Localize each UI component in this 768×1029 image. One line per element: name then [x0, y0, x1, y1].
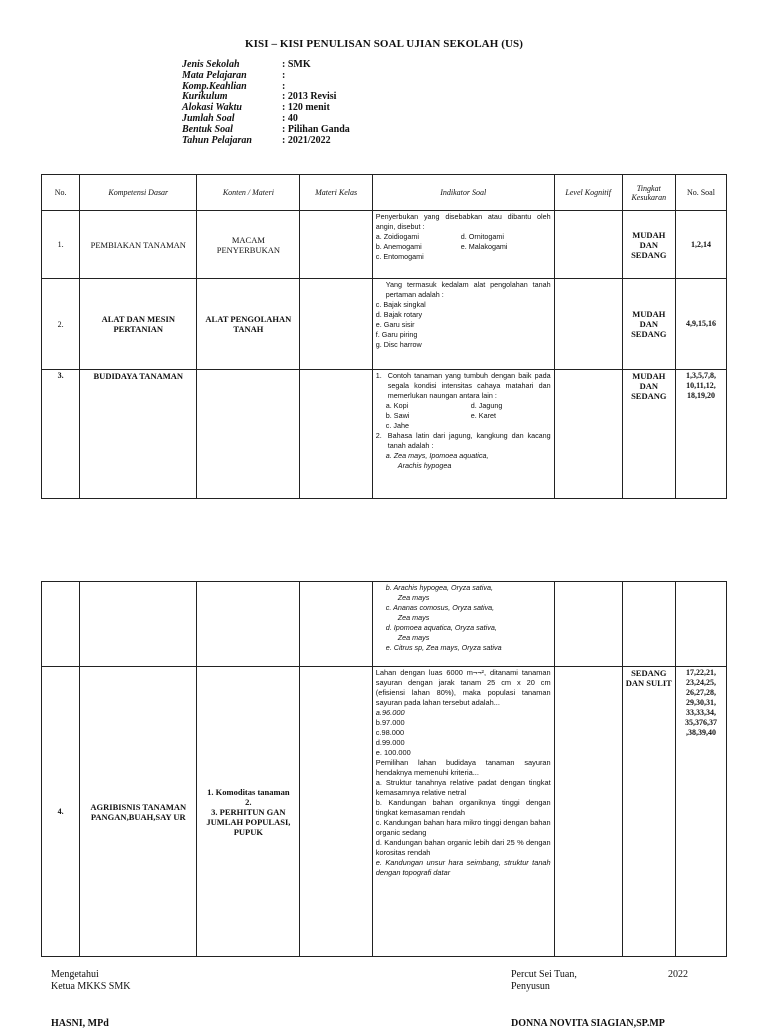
question-text: Bahasa latin dari jagung, kangkung dan kacang tanah adalah : [387, 431, 551, 450]
row-materi-kelas [300, 279, 372, 370]
option: e. Citrus sp, Zea mays, Oryza sativa [385, 643, 502, 652]
info-value: : SMK [282, 59, 311, 70]
question-text: Pemilihan lahan budidaya tanaman sayuran hendaknya memenuhi kriteria... [375, 758, 551, 777]
question-line [376, 371, 551, 401]
signature-name-right: DONNA NOVITA SIAGIAN,SP.MP [511, 1018, 665, 1029]
question-number: 2. [375, 431, 382, 440]
header-indikator-soal: Indikator Soal [372, 175, 554, 211]
kisi-table-part-2 [41, 581, 727, 957]
option-line [376, 232, 551, 242]
option-continued: Zea mays [397, 633, 430, 642]
option: c. Ananas comosus, Oryza sativa, [385, 603, 495, 612]
option: e. Kandungan unsur hara seimbang, struktur tanah dengan topografi datar [375, 858, 551, 877]
row-kompetensi: ALAT DAN MESIN PERTANIAN [80, 279, 197, 370]
row-kompetensi: PEMBIAKAN TANAMAN [80, 211, 197, 279]
question-line [376, 431, 551, 451]
row-konten [197, 667, 300, 957]
row-konten [197, 370, 300, 499]
option-continued: Zea mays [397, 613, 430, 622]
option: f. Garu piring [375, 330, 418, 339]
option-continued: Arachis hypogea [397, 461, 452, 470]
option: a. Zea mays, Ipomoea aquatica, [385, 451, 489, 460]
info-label: Alokasi Waktu [182, 102, 242, 114]
table-header-row [42, 175, 727, 211]
option: c. Bajak singkal [375, 300, 426, 309]
option: a. Zoidiogami [375, 232, 419, 241]
footer-left [51, 969, 130, 993]
option: c. Entomogami [375, 252, 424, 261]
info-label: Tahun Pelajaran [182, 134, 252, 146]
info-row [182, 125, 350, 136]
row-no-soal: 17,22,21, 23,24,25, 26,27,28, 29,30,31, 33,33,34, 35,376,37 ,38,39,40 [675, 667, 726, 957]
table-row [42, 370, 727, 499]
option: a. Kopi [385, 401, 409, 410]
row-no [42, 582, 80, 667]
option: b. Kandungan bahan organiknya tinggi dengan tingkat kemasaman rendah [375, 798, 551, 817]
option: b. Anemogami [375, 242, 422, 251]
question-text: Contoh tanaman yang tumbuh dengan baik pada segala kondisi intensitas cahaya matahari dan memerlukan naungan antara lain : [387, 371, 551, 400]
option: e. Garu sisir [375, 320, 415, 329]
row-konten: ALAT PENGOLAHAN TANAH [197, 279, 300, 370]
footer-right [511, 969, 577, 993]
option: e. Malakogami [460, 242, 508, 251]
option: a.96.000 [375, 708, 405, 717]
row-indikator [372, 370, 554, 499]
row-materi-kelas [300, 582, 372, 667]
info-label: Jumlah Soal [182, 112, 235, 124]
question-text: Penyerbukan yang disebabkan atau dibantu oleh angin, disebut : [375, 212, 551, 231]
option: e. 100.000 [375, 748, 411, 757]
info-value: : 40 [282, 112, 298, 124]
konten-item: 2. [245, 796, 252, 807]
info-row [182, 136, 350, 147]
row-kompetensi: AGRIBISNIS TANAMAN PANGAN,BUAH,SAY UR [80, 667, 197, 957]
option-continued: Zea mays [397, 593, 430, 602]
header-no: No. [42, 175, 80, 211]
table-row [42, 211, 727, 279]
row-no: 3. [42, 370, 80, 499]
option: d. Bajak rotary [375, 310, 423, 319]
row-indikator [372, 582, 554, 667]
option-line [376, 401, 551, 411]
row-konten: MACAM PENYERBUKAN [197, 211, 300, 279]
option: b. Sawi [385, 411, 410, 420]
option: c. Jahe [385, 421, 409, 430]
row-tingkat [622, 582, 675, 667]
info-label: Bentuk Soal [182, 123, 233, 135]
info-value: : [282, 69, 286, 81]
row-tingkat: MUDAH DAN SEDANG [622, 279, 675, 370]
row-no-soal: 1,3,5,7,8, 10,11,12, 18,19,20 [675, 370, 726, 499]
question-number: 1. [375, 371, 382, 380]
row-materi-kelas [300, 667, 372, 957]
info-label: Jenis Sekolah [182, 59, 240, 70]
row-level [554, 370, 622, 499]
option: b. Arachis hypogea, Oryza sativa, [385, 583, 493, 592]
info-value: : [282, 80, 286, 92]
row-kompetensi [80, 582, 197, 667]
row-no-soal: 1,2,14 [675, 211, 726, 279]
row-kompetensi: BUDIDAYA TANAMAN [80, 370, 197, 499]
row-tingkat: MUDAH DAN SEDANG [622, 211, 675, 279]
kisi-table-part-1 [41, 174, 727, 499]
info-value: : 120 menit [282, 102, 330, 114]
info-value: : Pilihan Ganda [282, 123, 350, 135]
row-indikator [372, 667, 554, 957]
konten-item: 1. Komoditas tanaman [207, 786, 290, 797]
option-line [376, 411, 551, 421]
header-info [182, 60, 350, 146]
option: e. Karet [470, 411, 496, 420]
option: b.97.000 [375, 718, 405, 727]
footer-ketua: Ketua MKKS SMK [51, 981, 131, 992]
option: d.99.000 [375, 738, 405, 747]
header-materi-kelas: Materi Kelas [300, 175, 372, 211]
footer-mengetahui: Mengetahui [51, 969, 99, 980]
option: c. Kandungan bahan hara mikro tinggi dengan bahan organic sedang [375, 818, 551, 837]
row-tingkat: MUDAH DAN SEDANG [622, 370, 675, 499]
row-no-soal [675, 582, 726, 667]
row-no: 1. [42, 211, 80, 279]
konten-item: 3. PERHITUN GAN JUMLAH POPULASI, PUPUK [206, 806, 291, 837]
info-value: : 2013 Revisi [282, 91, 337, 103]
document-title: KISI – KISI PENULISAN SOAL UJIAN SEKOLAH (US) [244, 38, 524, 50]
row-indikator [372, 279, 554, 370]
row-no-soal: 4,9,15,16 [675, 279, 726, 370]
info-value: : 2021/2022 [282, 134, 331, 146]
table-row [42, 582, 727, 667]
row-konten [197, 582, 300, 667]
row-tingkat: SEDANG DAN SULIT [622, 667, 675, 957]
option-line [376, 242, 551, 252]
table-row [42, 667, 727, 957]
footer-place: Percut Sei Tuan, [511, 969, 577, 980]
option: d. Jagung [470, 401, 503, 410]
option: d. Ornitogami [460, 232, 504, 241]
question-text: Lahan dengan luas 6000 m¬¬², ditanami tanaman sayuran dengan jarak tanam 25 cm x 20 cm (efisiensi lahan 80%), maka populasi tanaman sayuran pada lahan tersebut adalah... [375, 668, 551, 707]
question-text: Yang termasuk kedalam alat pengolahan tanah pertaman adalah : [385, 280, 551, 299]
row-level [554, 279, 622, 370]
row-materi-kelas [300, 370, 372, 499]
row-materi-kelas [300, 211, 372, 279]
row-no: 2. [42, 279, 80, 370]
footer-penyusun: Penyusun [511, 981, 550, 992]
header-kompetensi-dasar: Kompetensi Dasar [80, 175, 197, 211]
info-row [182, 71, 350, 82]
header-no-soal: No. Soal [675, 175, 726, 211]
signature-name-left: HASNI, MPd [51, 1018, 109, 1029]
row-level [554, 211, 622, 279]
info-label: Komp.Keahlian [182, 80, 247, 92]
header-tingkat-kesukaran: Tingkat Kesukaran [622, 175, 675, 211]
row-level [554, 667, 622, 957]
option: d. Kandungan bahan organic lebih dari 25 % dengan korositas rendah [375, 838, 551, 857]
row-level [554, 582, 622, 667]
info-label: Kurikulum [182, 91, 228, 103]
option: c.98.000 [375, 728, 405, 737]
header-konten-materi: Konten / Materi [197, 175, 300, 211]
header-level-kognitif: Level Kognitif [554, 175, 622, 211]
table-row [42, 279, 727, 370]
info-label: Mata Pelajaran [182, 69, 247, 81]
option: g. Disc harrow [375, 340, 422, 349]
option: d. Ipomoea aquatica, Oryza sativa, [385, 623, 497, 632]
row-indikator [372, 211, 554, 279]
option: a. Struktur tanahnya relative padat dengan tingkat kemasamnya relative netral [375, 778, 551, 797]
footer-year: 2022 [668, 969, 688, 980]
row-no: 4. [42, 667, 80, 957]
